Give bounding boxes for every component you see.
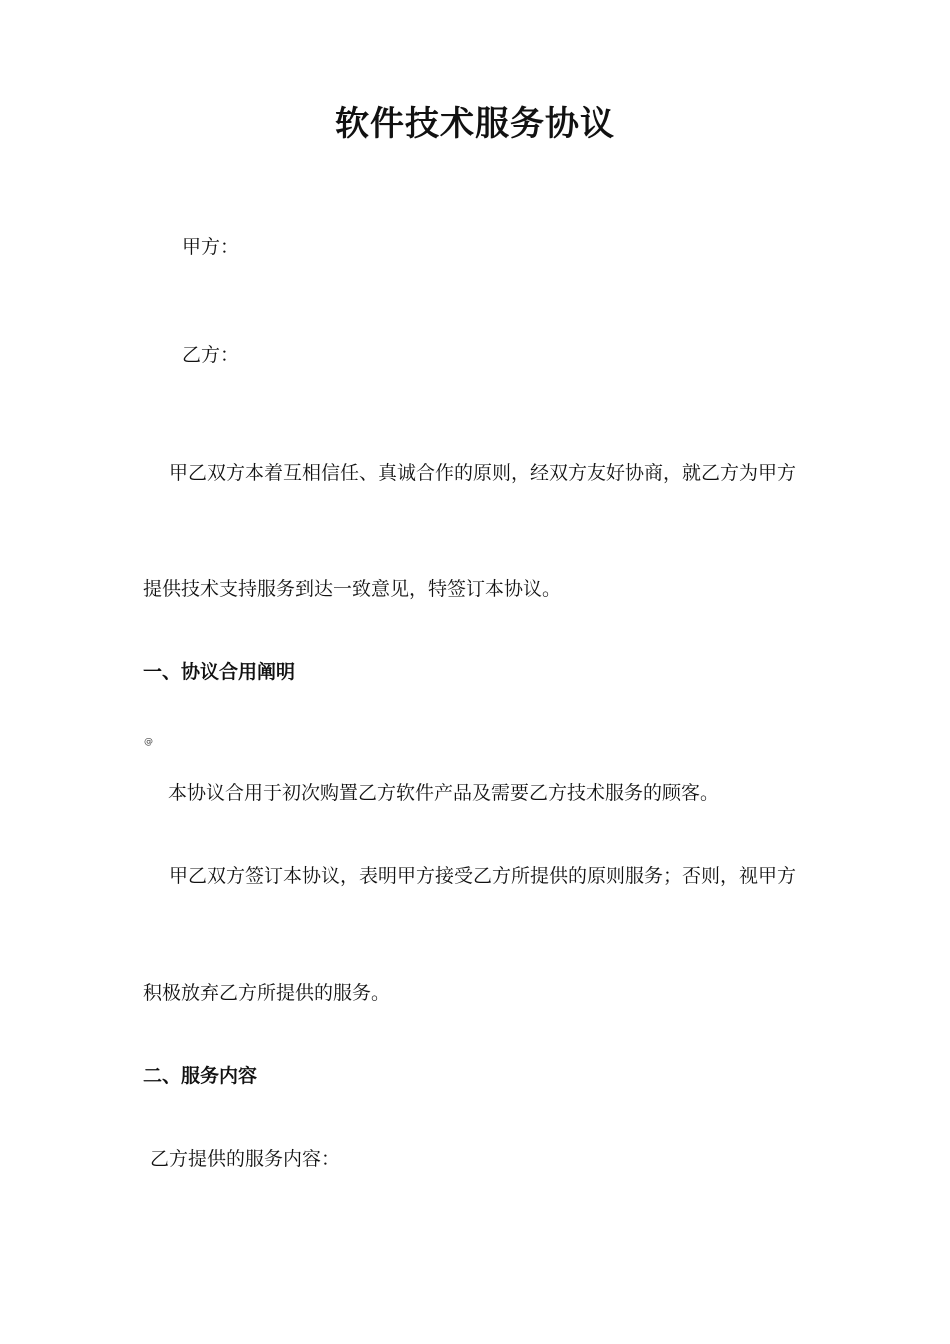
intro-line-1: 甲乙双方本着互相信任、真诚合作的原则，经双方友好协商，就乙方为甲方 [169, 462, 797, 484]
document-title: 软件技术服务协议 [335, 104, 615, 144]
section-2-intro: 乙方提供的服务内容： [150, 1148, 341, 1170]
party-a-label: 甲方： [182, 236, 240, 258]
section-1-paragraph-1: 本协议合用于初次购置乙方软件产品及需要乙方技术服务的顾客。 [168, 782, 720, 804]
section-1-heading: 一、协议合用阐明 [143, 661, 296, 683]
intro-line-2: 提供技术支持服务到达一致意见，特签订本协议。 [143, 578, 562, 600]
party-b-label: 乙方： [182, 344, 240, 366]
section-1-paragraph-2-line-1: 甲乙双方签订本协议，表明甲方接受乙方所提供的原则服务；否则，视甲方 [169, 865, 797, 887]
section-2-heading: 二、服务内容 [143, 1065, 258, 1087]
section-1-paragraph-2-line-2: 积极放弃乙方所提供的服务。 [143, 982, 391, 1004]
section-1-mark: @ [144, 737, 153, 747]
